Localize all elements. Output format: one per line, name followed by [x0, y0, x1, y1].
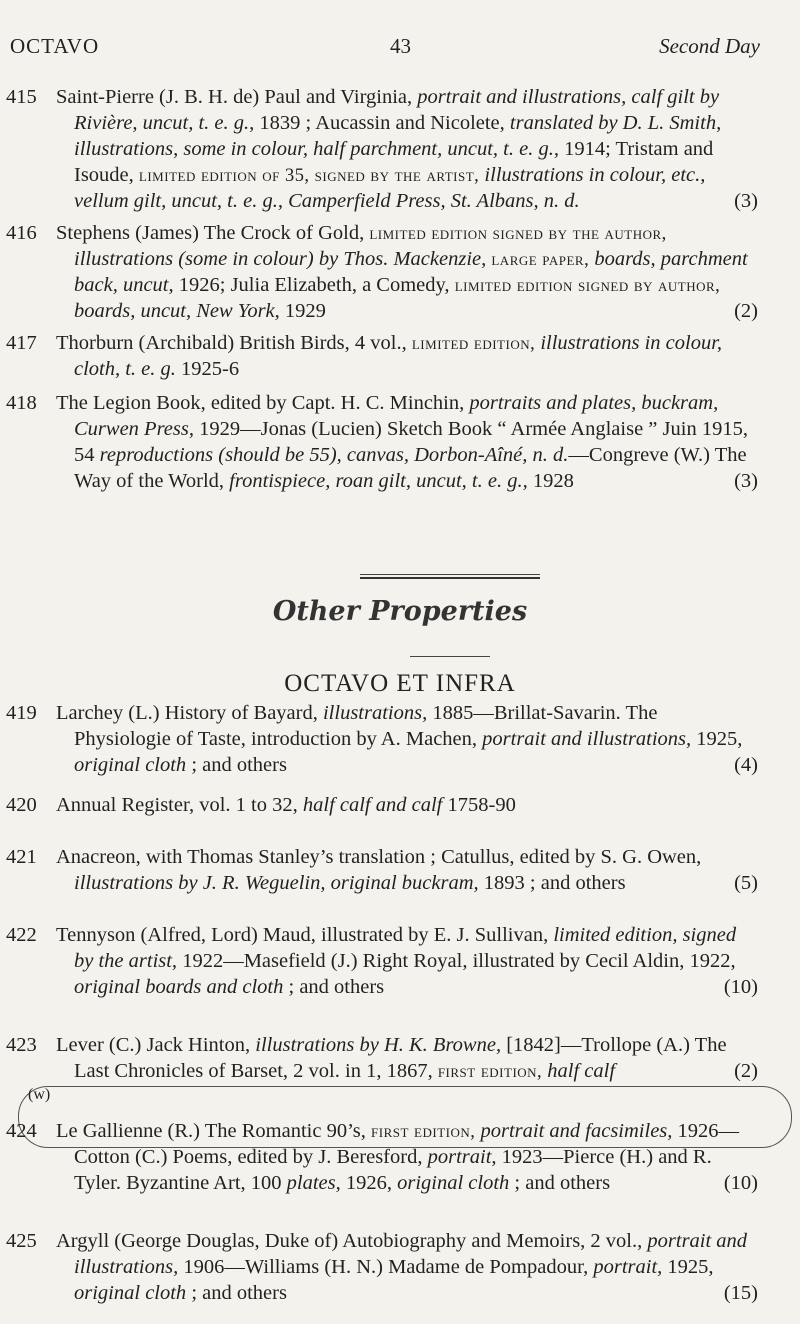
description-fragment: illustrations (some in colour) by Thos. Mackenzie, — [74, 248, 487, 270]
lot-count: (5) — [734, 872, 758, 894]
description-fragment: illustrations in colour, etc., vellum gilt, uncut, t. e. g., — [74, 164, 706, 212]
lot-number: 419 — [6, 702, 37, 724]
lot-description — [56, 390, 758, 494]
lot-count: (3) — [734, 190, 758, 212]
description-fragment: boards, parchment back, uncut, — [74, 248, 748, 296]
section-title: Other Properties — [272, 596, 528, 627]
handwritten-note: (w) — [28, 1086, 51, 1103]
description-fragment: original cloth — [397, 1172, 510, 1194]
lot-count: (10) — [723, 976, 758, 998]
description-fragment: 1839 ; Aucassin and Nicolete, — [254, 112, 510, 134]
description-fragment: first edition, — [371, 1121, 476, 1141]
description-fragment: portrait and illustrations, — [74, 1230, 748, 1278]
lot-entry — [6, 84, 758, 214]
lot-number: 422 — [6, 924, 37, 946]
description-fragment: plates, — [286, 1172, 341, 1194]
description-fragment: 1758-90 — [442, 794, 516, 816]
lot-number: 425 — [6, 1230, 37, 1252]
description-fragment: The Legion Book, edited by Capt. H. C. Minchin, — [56, 392, 470, 414]
lot-number: 420 — [6, 794, 37, 816]
description-fragment: ; and others — [283, 976, 385, 998]
lot-entry — [6, 1032, 758, 1084]
divider-rule — [360, 574, 540, 575]
description-fragment: frontispiece, roan gilt, uncut, t. e. g., — [229, 470, 528, 492]
lot-count: (15) — [723, 1282, 758, 1304]
lot-number: 418 — [6, 392, 37, 414]
lot-number: 417 — [6, 332, 37, 354]
description-fragment: portrait and illustrations, — [482, 728, 692, 750]
lot-description — [56, 844, 758, 896]
lot-description — [56, 792, 758, 818]
description-fragment: Lever (C.) Jack Hinton, — [56, 1034, 256, 1056]
description-fragment: 1925-6 — [175, 358, 240, 380]
description-fragment: 1928 — [527, 470, 574, 492]
lot-description — [56, 1032, 758, 1084]
description-fragment: ; and others — [509, 1172, 611, 1194]
description-fragment: 1885—Brillat-Savarin. The Physiologie of Taste, introduction by A. Machen, — [74, 702, 658, 750]
description-fragment: Tennyson (Alfred, Lord) Maud, illustrated by E. J. Sullivan, — [56, 924, 554, 946]
description-fragment: 1893 ; and others — [478, 872, 626, 894]
description-fragment: original cloth — [74, 1282, 187, 1304]
lot-entry — [6, 1118, 758, 1196]
description-fragment: portrait, — [593, 1256, 663, 1278]
description-fragment: Annual Register, vol. 1 to 32, — [56, 794, 303, 816]
lot-number: 416 — [6, 222, 37, 244]
description-fragment: illustrations in colour, cloth, t. e. g. — [74, 332, 723, 380]
description-fragment: original boards and cloth — [74, 976, 284, 998]
description-fragment: 1929 — [279, 300, 326, 322]
description-fragment: original cloth — [74, 754, 187, 776]
lot-number: 424 — [6, 1120, 37, 1142]
page-number: 43 — [390, 34, 411, 58]
description-fragment: illustrations by J. R. Weguelin, original buckram, — [74, 872, 479, 894]
description-fragment: boards, uncut, New York, — [74, 300, 280, 322]
lot-description — [56, 1228, 758, 1306]
description-fragment: Larchey (L.) History of Bayard, — [56, 702, 323, 724]
description-fragment: Stephens (James) The Crock of Gold, — [56, 222, 370, 244]
description-fragment: Le Gallienne (R.) The Romantic 90’s, — [56, 1120, 372, 1142]
divider-rule — [360, 577, 540, 579]
description-fragment: half calf and calf — [302, 794, 443, 816]
lot-count: (10) — [723, 1172, 758, 1194]
description-fragment: 1925, — [662, 1256, 714, 1278]
description-fragment: 1926—Cotton (C.) Poems, edited by J. Beresford, — [74, 1120, 740, 1168]
description-fragment: ; and others — [186, 1282, 287, 1304]
sub-title: OCTAVO ET INFRA — [284, 670, 516, 697]
description-fragment: 1926; Julia Elizabeth, a Comedy, — [173, 274, 455, 296]
description-fragment: large paper, — [491, 249, 590, 269]
description-fragment: [1842]—Trollope (A.) The Last Chronicles of Barset, 2 vol. in 1, 1867, — [74, 1034, 727, 1082]
description-fragment: 1914; Tristam and Isoude, — [74, 138, 714, 186]
lot-number: 421 — [6, 846, 37, 868]
lot-description — [56, 922, 758, 1000]
description-fragment: ; and others — [186, 754, 287, 776]
description-fragment: portrait, — [427, 1146, 497, 1168]
lot-entry — [6, 922, 758, 1000]
lot-description — [56, 330, 758, 382]
sale-day-label: Second Day — [659, 34, 760, 58]
lot-entry — [6, 390, 758, 494]
lot-entry — [6, 220, 758, 324]
description-fragment: illustrations, — [322, 702, 428, 724]
description-fragment: translated by D. L. Smith, illustrations, some in colour, half parchment, uncut, t. e. g., — [74, 112, 722, 160]
format-label: OCTAVO — [10, 34, 100, 58]
page-header — [10, 34, 760, 64]
lot-description — [56, 84, 758, 214]
description-fragment: —Congreve (W.) The Way of the World, — [74, 444, 747, 492]
description-fragment: portraits and plates, buckram, Curwen Press, — [74, 392, 719, 440]
description-fragment: limited edition signed by the author, — [369, 223, 667, 243]
divider-rule — [410, 656, 490, 657]
description-fragment: portrait and facsimiles, — [475, 1120, 673, 1142]
description-fragment: limited edition of 35, signed by the artist, — [138, 165, 480, 185]
description-fragment: half calf — [542, 1060, 616, 1082]
lot-entry — [6, 1228, 758, 1306]
lot-entry — [6, 330, 758, 382]
description-fragment: 1923—Pierce (H.) and R. Tyler. Byzantine Art, 100 — [74, 1146, 712, 1194]
description-fragment: limited edition signed by author, — [454, 275, 721, 295]
description-fragment: reproductions (should be 55), canvas, Dorbon-Aîné, n. d. — [99, 444, 569, 466]
lot-count: (2) — [734, 1060, 758, 1082]
lot-description — [56, 1118, 758, 1196]
description-fragment: limited edition, signed by the artist, — [74, 924, 737, 972]
lot-description — [56, 220, 758, 324]
lot-description — [56, 700, 758, 778]
description-fragment: Argyll (George Douglas, Duke of) Autobiography and Memoirs, 2 vol., — [56, 1230, 648, 1252]
lot-entry — [6, 792, 758, 818]
description-fragment: 1929—Jonas (Lucien) Sketch Book “ Armée Anglaise ” Juin 1915, 54 — [74, 418, 748, 466]
description-fragment: 1922—Masefield (J.) Right Royal, illustrated by Cecil Aldin, 1922, — [177, 950, 736, 972]
description-fragment: Anacreon, with Thomas Stanley’s translation ; Catullus, edited by S. G. Owen, — [56, 846, 702, 868]
lot-count: (3) — [734, 470, 758, 492]
description-fragment: Camperfield Press, St. Albans, n. d. — [288, 190, 580, 212]
lot-entry — [6, 844, 758, 896]
description-fragment: Saint-Pierre (J. B. H. de) Paul and Virginia, — [56, 86, 418, 108]
lot-count: (4) — [734, 754, 758, 776]
lot-number: 415 — [6, 86, 37, 108]
description-fragment: 1906—Williams (H. N.) Madame de Pompadour, — [178, 1256, 594, 1278]
description-fragment: portrait and illustrations, calf gilt by Rivière, uncut, t. e. g., — [74, 86, 720, 134]
lot-number: 423 — [6, 1034, 37, 1056]
description-fragment: limited edition, — [411, 333, 536, 353]
lot-count: (2) — [734, 300, 758, 322]
description-fragment: Thorburn (Archibald) British Birds, 4 vol., — [56, 332, 412, 354]
description-fragment: first edition, — [437, 1061, 543, 1081]
lot-entry — [6, 700, 758, 778]
description-fragment: illustrations by H. K. Browne, — [255, 1034, 502, 1056]
description-fragment: 1926, — [340, 1172, 398, 1194]
description-fragment: 1925, — [691, 728, 743, 750]
